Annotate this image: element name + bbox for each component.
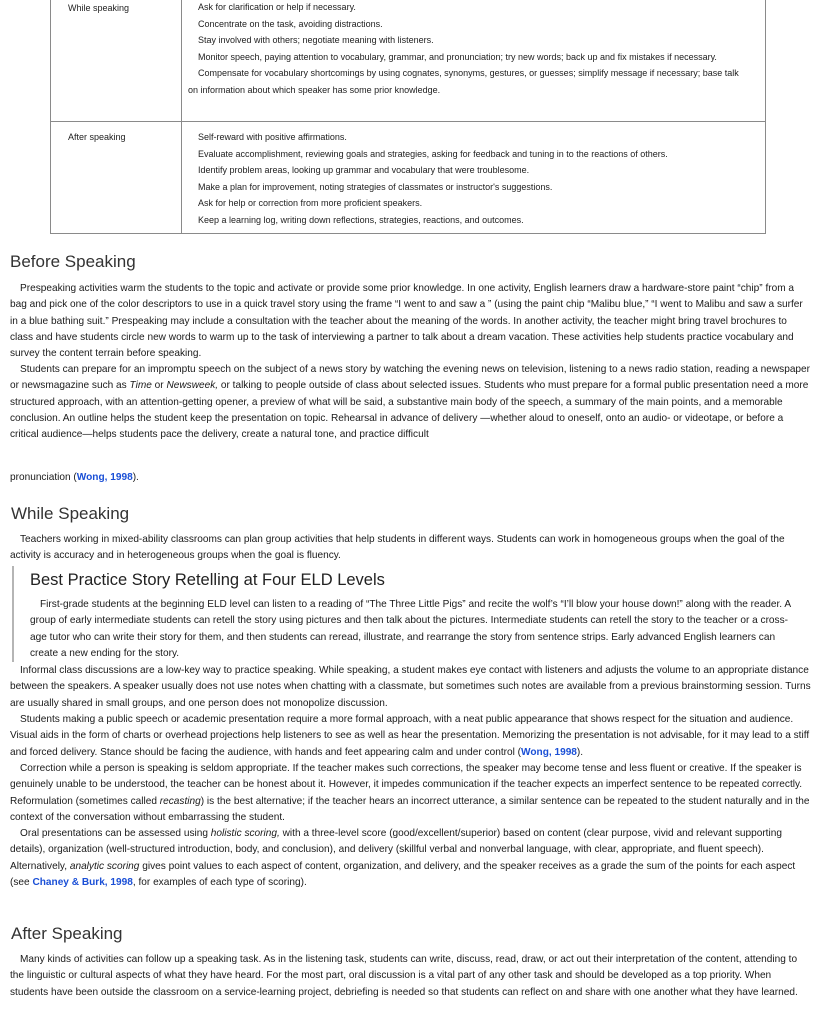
before-paragraph-2 (10, 362, 812, 443)
table-row-divider (51, 121, 765, 122)
table-item: Identify problem areas, looking up grammar and vocabulary that were troublesome. (198, 165, 530, 175)
heading-while-speaking: While Speaking (11, 504, 130, 523)
before-paragraph-1: Prespeaking activities warm the students to the topic and activate or provide some prior knowledge. In one activity, English learners draw a hardware-store paint “chip” from a bag and pick one of the color descriptors to use in a quick travel story using the frame “I went to and saw a ” (using the paint chip “Malibu blue,” “I went to Malibu and saw a surfer in a blue bathing suit.” Prespeaking may include a consultation with the teacher about the meaning of the words. In another activity, the teacher might bring travel brochures to class and have students circle new words to warm up to the task of interviewing a partner to talk about a dream vacation. These activities help students practice vocabulary and survey the content terrain before speaking. (10, 283, 803, 360)
table-item: Ask for clarification or help if necessary. (198, 2, 356, 12)
heading-after-speaking: After Speaking (11, 924, 123, 943)
while-paragraph-4 (10, 761, 812, 826)
text-run: pronunciation ( (10, 472, 77, 483)
table-item: Make a plan for improvement, noting strategies of classmates or instructor's suggestions. (198, 181, 553, 192)
text-run: ). (132, 472, 139, 483)
while-paragraph-1: Teachers working in mixed-ability classrooms can plan group activities that help students in different ways. Students can work in homogeneous groups when the goal of the activity is accuracy and in heterogeneous groups when the goal is fluency. (10, 534, 785, 562)
while-paragraph-3 (10, 712, 812, 761)
text-run: , for examples of each type of scoring). (132, 876, 307, 888)
text-run: Oral presentations can be assessed using (20, 828, 211, 839)
while-paragraph-2: Informal class discussions are a low-key way to practice speaking. While speaking, a student makes eye contact with listeners and adjusts the volume to an appropriate distance between the speakers. A speaker usually does not use notes when chatting with a classmate, but sometimes such notes are available from a previous brainstorming session. Turns are usually shared in small groups, and one person does not monopolize discussion. (10, 665, 811, 709)
callout-title: Best Practice Story Retelling at Four ELD Levels (30, 571, 385, 589)
table-item: Concentrate on the task, avoiding distractions. (198, 18, 383, 29)
text-run: ) is the best alternative; if the teacher hears an incorrect utterance, a similar sentence can be repeated to the student naturally and in the context of the conversation without embarrassing the student. (10, 795, 810, 823)
table-item: Evaluate accomplishment, reviewing goals and strategies, asking for feedback and tuning in to the reactions of others. (198, 148, 668, 159)
text-run: gives point values to each aspect of content, organization, and delivery, and the speaker receives as a grade the sum of the points for each aspect (see (10, 860, 796, 888)
table-item: Keep a learning log, writing down reflections, strategies, reactions, and outcomes. (198, 214, 524, 225)
table-item: Stay involved with others; negotiate meaning with listeners. (198, 35, 434, 45)
best-practice-callout (12, 566, 791, 662)
citation-link-wong-1998[interactable]: Wong, 1998 (521, 746, 577, 758)
row-label-while-speaking: While speaking (68, 3, 130, 13)
table-item: Ask for help or correction from more proficient speakers. (198, 198, 423, 208)
row-label-after-speaking: After speaking (68, 132, 126, 142)
magazine-title-newsweek: Newsweek, (166, 380, 219, 392)
citation-link-chaney-burk-1998[interactable]: Chaney & Burk, 1998 (32, 876, 133, 888)
text-run: Students making a public speech or academic presentation require a more formal approach, with a neat public appearance that shows respect for the situation and audience. Visual aids in the form of charts or overhead projections help listeners to see as well as hear the presentation. Memorizing the presentation is not advisable, for it may lead to a stiff and forced delivery. Stance should be facing the audience, with hands and feet appearing calm and under control ( (10, 714, 810, 758)
while-paragraph-5 (10, 826, 812, 891)
callout-body: First-grade students at the beginning ELD level can listen to a reading of “The Three Little Pigs” and recite the wolf’s “I’ll blow your house down!” along with the reader. A group of early intermediate students can retell the story using pictures and then talk about the pictures. Intermediate students can retell the story to the teacher or a cross-age tutor who can write their story for them, and then students can reread, illustrate, and rearrange the story from sentence strips. Early advanced English learners can create a new ending for the story. (30, 599, 791, 659)
strategy-table (50, 0, 766, 234)
text-run: with a three-level score (good/excellent/superior) based on content (clear purpose, vivid and relevant supporting details), organization (well-structured introduction, body, and conclusion), and delivery (skillful verbal and nonverbal language, with clear, appropriate, and fluent speech). Alternatively, (10, 828, 782, 872)
magazine-title-time: Time (129, 380, 152, 392)
text-run: ). (576, 746, 584, 758)
term-analytic-scoring: analytic scoring (69, 860, 140, 872)
text-run: or talking to people outside of class about selected issues. Students who must prepare for a formal public presentation need a more structured approach, with an attention-getting opener, a preview of what will be said, a substantive main body of the speech, a summary of the main points, and a memorable conclusion. An outline helps the student keep the presentation on topic. Rehearsal in advance of delivery —whether aloud to oneself, onto an audio- or videotape, or before a critical audience—helps students pace the delivery, create a natural tone, and practice difficult (10, 380, 809, 441)
row-items-while-speaking (188, 0, 751, 98)
term-holistic-scoring: holistic scoring, (210, 828, 280, 839)
table-column-divider (181, 0, 182, 233)
after-paragraph-1: Many kinds of activities can follow up a speaking task. As in the listening task, students can write, discuss, read, draw, or act out their interpretation of the content, attending to the linguistic or cultural aspects of what they have heard. For the most part, oral discussion is a vital part of any other task and should be developed as a top priority. When students have been outside the classroom on a service-learning project, debriefing is needed so that students can reflect on and share with one another what they have learned. (10, 954, 798, 998)
table-item: Monitor speech, paying attention to vocabulary, grammar, and pronunciation; try new words; back up and fix mistakes if necessary. (198, 51, 717, 62)
text-run: Students can prepare for an impromptu speech on the subject of a news story by watching the evening news on television, listening to a news radio station, reading a newspaper or newsmagazine such as (10, 364, 811, 392)
heading-before-speaking: Before Speaking (10, 252, 136, 271)
term-recasting: recasting (159, 795, 201, 807)
table-item: Self-reward with positive affirmations. (198, 132, 347, 142)
table-item: Compensate for vocabulary shortcomings by using cognates, synonyms, gestures, or guesses; simplify message if necessary; base talk on information about which speaker has some prior knowledge. (188, 68, 739, 95)
before-paragraph-3 (10, 470, 812, 486)
text-run: Correction while a person is speaking is seldom appropriate. If the teacher makes such corrections, the speaker may become tense and less fluent or creative. If the speaker is genuinely unable to be understood, the teacher can be honest about it. However, it impedes communication if the teacher expects an imperfect sentence to be repeated correctly. Reformulation (sometimes called (10, 763, 803, 807)
row-items-after-speaking (188, 129, 751, 228)
citation-link-wong-1998[interactable]: Wong, 1998 (76, 472, 133, 483)
text-run: or (151, 380, 167, 392)
